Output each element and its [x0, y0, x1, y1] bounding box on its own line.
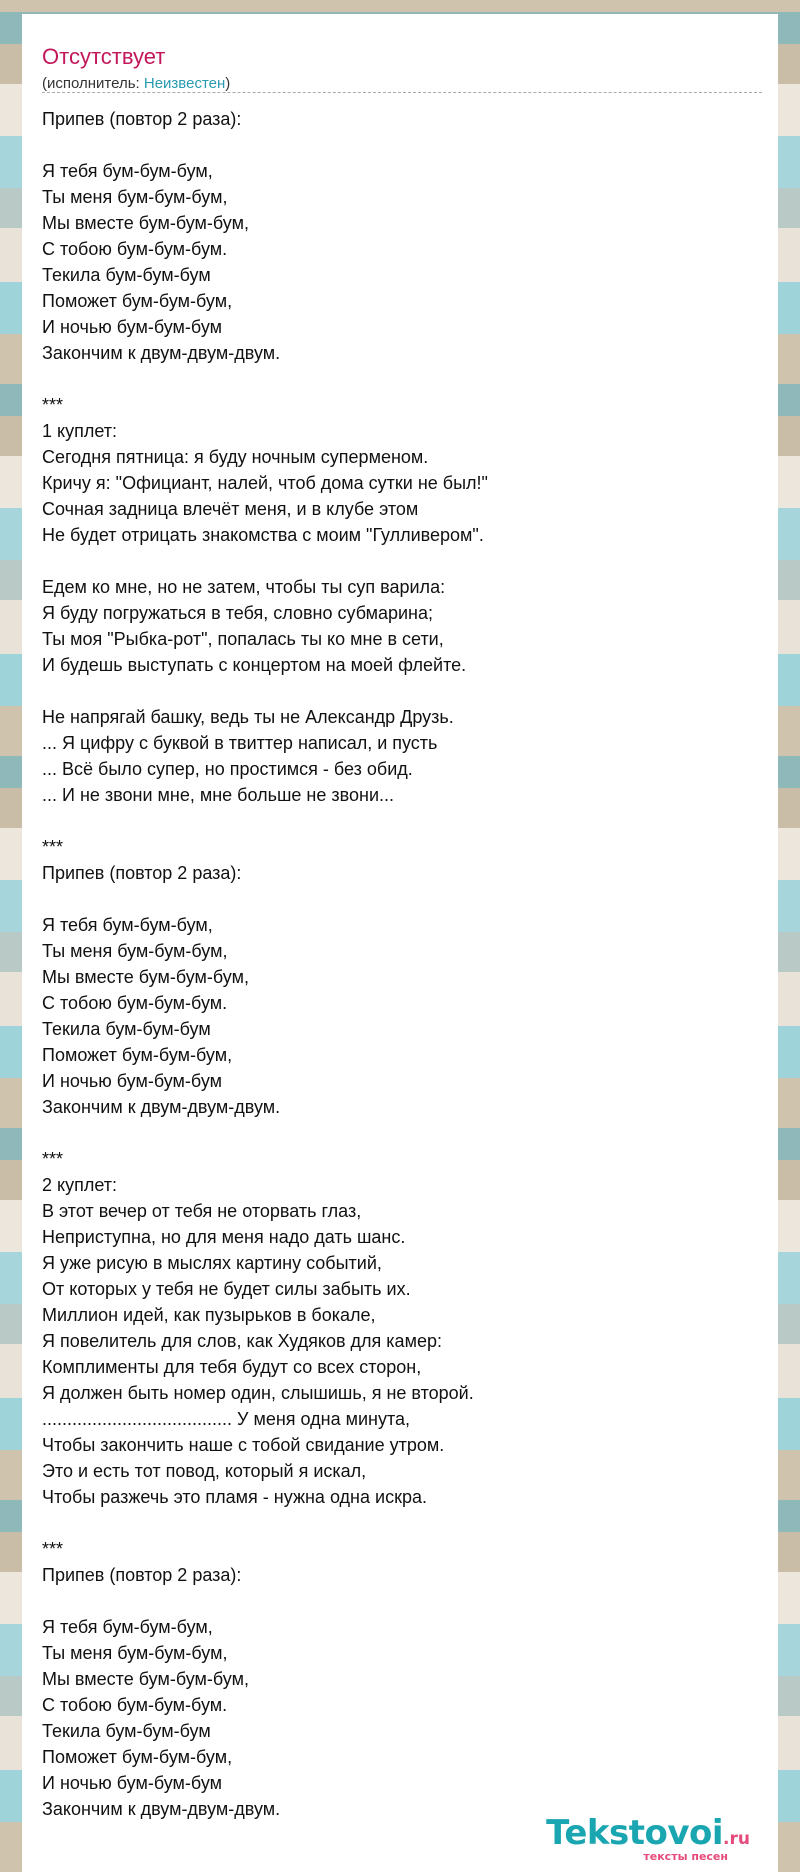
- lyric-line: В этот вечер от тебя не оторвать глаз,: [42, 1201, 362, 1221]
- lyric-line: [42, 1120, 762, 1146]
- lyric-line: [42, 1510, 762, 1536]
- lyric-line: [42, 132, 762, 158]
- logo-name: Tekstovoi: [546, 1813, 724, 1853]
- logo-tagline: тексты песен: [643, 1850, 728, 1863]
- lyric-line: Это и есть тот повод, который я искал,: [42, 1461, 367, 1481]
- lyric-line: Закончим к двум-двум-двум.: [42, 343, 281, 363]
- lyric-line: [42, 548, 762, 574]
- lyric-line: [42, 886, 762, 912]
- lyric-line: Я тебя бум-бум-бум,: [42, 161, 213, 181]
- lyric-line: Припев (повтор 2 раза):: [42, 1565, 242, 1585]
- lyric-line: Не напрягай башку, ведь ты не Александр Друзь.: [42, 707, 454, 727]
- song-title: Отсутствует: [42, 44, 166, 69]
- lyric-line: Я должен быть номер один, слышишь, я не второй.: [42, 1383, 474, 1403]
- lyric-line: [42, 678, 762, 704]
- lyric-line: Миллион идей, как пузырьков в бокале,: [42, 1305, 376, 1325]
- lyric-line: Ты моя "Рыбка-рот", попалась ты ко мне в сети,: [42, 629, 444, 649]
- lyric-line: ***: [42, 395, 64, 415]
- header-divider: [42, 92, 762, 93]
- lyric-line: И ночью бум-бум-бум: [42, 317, 222, 337]
- lyric-line: С тобою бум-бум-бум.: [42, 239, 228, 259]
- lyric-line: Припев (повтор 2 раза):: [42, 863, 242, 883]
- lyric-line: Комплименты для тебя будут со всех сторон,: [42, 1357, 422, 1377]
- lyric-line: Сегодня пятница: я буду ночным суперменом.: [42, 447, 429, 467]
- performer-prefix: (исполнитель:: [42, 75, 144, 92]
- logo-tld: .ru: [723, 1829, 750, 1849]
- lyric-line: Не будет отрицать знакомства с моим "Гулливером".: [42, 525, 484, 545]
- lyric-line: С тобою бум-бум-бум.: [42, 1695, 228, 1715]
- performer-link[interactable]: Неизвестен: [143, 75, 226, 92]
- lyric-line: Я тебя бум-бум-бум,: [42, 1617, 213, 1637]
- lyric-line: Текила бум-бум-бум: [42, 1721, 211, 1741]
- lyric-line: Закончим к двум-двум-двум.: [42, 1799, 281, 1819]
- lyric-line: И ночью бум-бум-бум: [42, 1071, 222, 1091]
- lyric-line: Поможет бум-бум-бум,: [42, 291, 233, 311]
- lyric-line: [42, 808, 762, 834]
- lyric-line: Едем ко мне, но не затем, чтобы ты суп варила:: [42, 577, 446, 597]
- lyric-line: Мы вместе бум-бум-бум,: [42, 213, 249, 233]
- lyrics-text: [42, 106, 762, 1822]
- lyric-line: Чтобы разжечь это пламя - нужна одна искра.: [42, 1487, 427, 1507]
- lyric-line: ***: [42, 1539, 64, 1559]
- lyric-line: Поможет бум-бум-бум,: [42, 1747, 233, 1767]
- lyric-line: Припев (повтор 2 раза):: [42, 109, 242, 129]
- performer-suffix: ): [225, 75, 231, 92]
- lyric-line: ... Всё было супер, но простимся - без обид.: [42, 759, 413, 779]
- lyric-line: Мы вместе бум-бум-бум,: [42, 1669, 249, 1689]
- lyric-line: Ты меня бум-бум-бум,: [42, 187, 228, 207]
- lyric-line: Неприступна, но для меня надо дать шанс.: [42, 1227, 406, 1247]
- lyric-line: ...................................... У меня одна минута,: [42, 1409, 411, 1429]
- lyric-line: Текила бум-бум-бум: [42, 1019, 211, 1039]
- song-card: [22, 14, 778, 1872]
- lyric-line: ... Я цифру с буквой в твиттер написал, и пусть: [42, 733, 438, 753]
- lyric-line: ... И не звони мне, мне больше не звони...: [42, 785, 395, 805]
- lyric-line: Чтобы закончить наше с тобой свидание утром.: [42, 1435, 445, 1455]
- lyric-line: [42, 1588, 762, 1614]
- lyric-line: Я тебя бум-бум-бум,: [42, 915, 213, 935]
- lyric-line: От которых у тебя не будет силы забыть их.: [42, 1279, 411, 1299]
- lyric-line: Сочная задница влечёт меня, и в клубе этом: [42, 499, 419, 519]
- site-logo[interactable]: [546, 1813, 750, 1863]
- lyric-line: Я уже рисую в мыслях картину событий,: [42, 1253, 382, 1273]
- lyric-line: И будешь выступать с концертом на моей флейте.: [42, 655, 467, 675]
- lyric-line: Ты меня бум-бум-бум,: [42, 1643, 228, 1663]
- lyric-line: Поможет бум-бум-бум,: [42, 1045, 233, 1065]
- lyric-line: [42, 366, 762, 392]
- lyric-line: Я повелитель для слов, как Худяков для камер:: [42, 1331, 442, 1351]
- lyric-line: ***: [42, 837, 64, 857]
- lyric-line: Я буду погружаться в тебя, словно субмарина;: [42, 603, 434, 623]
- performer-line: [42, 74, 230, 94]
- lyric-line: Кричу я: "Официант, налей, чтоб дома сутки не был!": [42, 473, 488, 493]
- lyric-line: ***: [42, 1149, 64, 1169]
- lyric-line: И ночью бум-бум-бум: [42, 1773, 222, 1793]
- lyric-line: Мы вместе бум-бум-бум,: [42, 967, 249, 987]
- lyric-line: Текила бум-бум-бум: [42, 265, 211, 285]
- lyric-line: С тобою бум-бум-бум.: [42, 993, 228, 1013]
- lyric-line: 2 куплет:: [42, 1175, 117, 1195]
- lyric-line: Закончим к двум-двум-двум.: [42, 1097, 281, 1117]
- lyric-line: 1 куплет:: [42, 421, 117, 441]
- lyric-line: Ты меня бум-бум-бум,: [42, 941, 228, 961]
